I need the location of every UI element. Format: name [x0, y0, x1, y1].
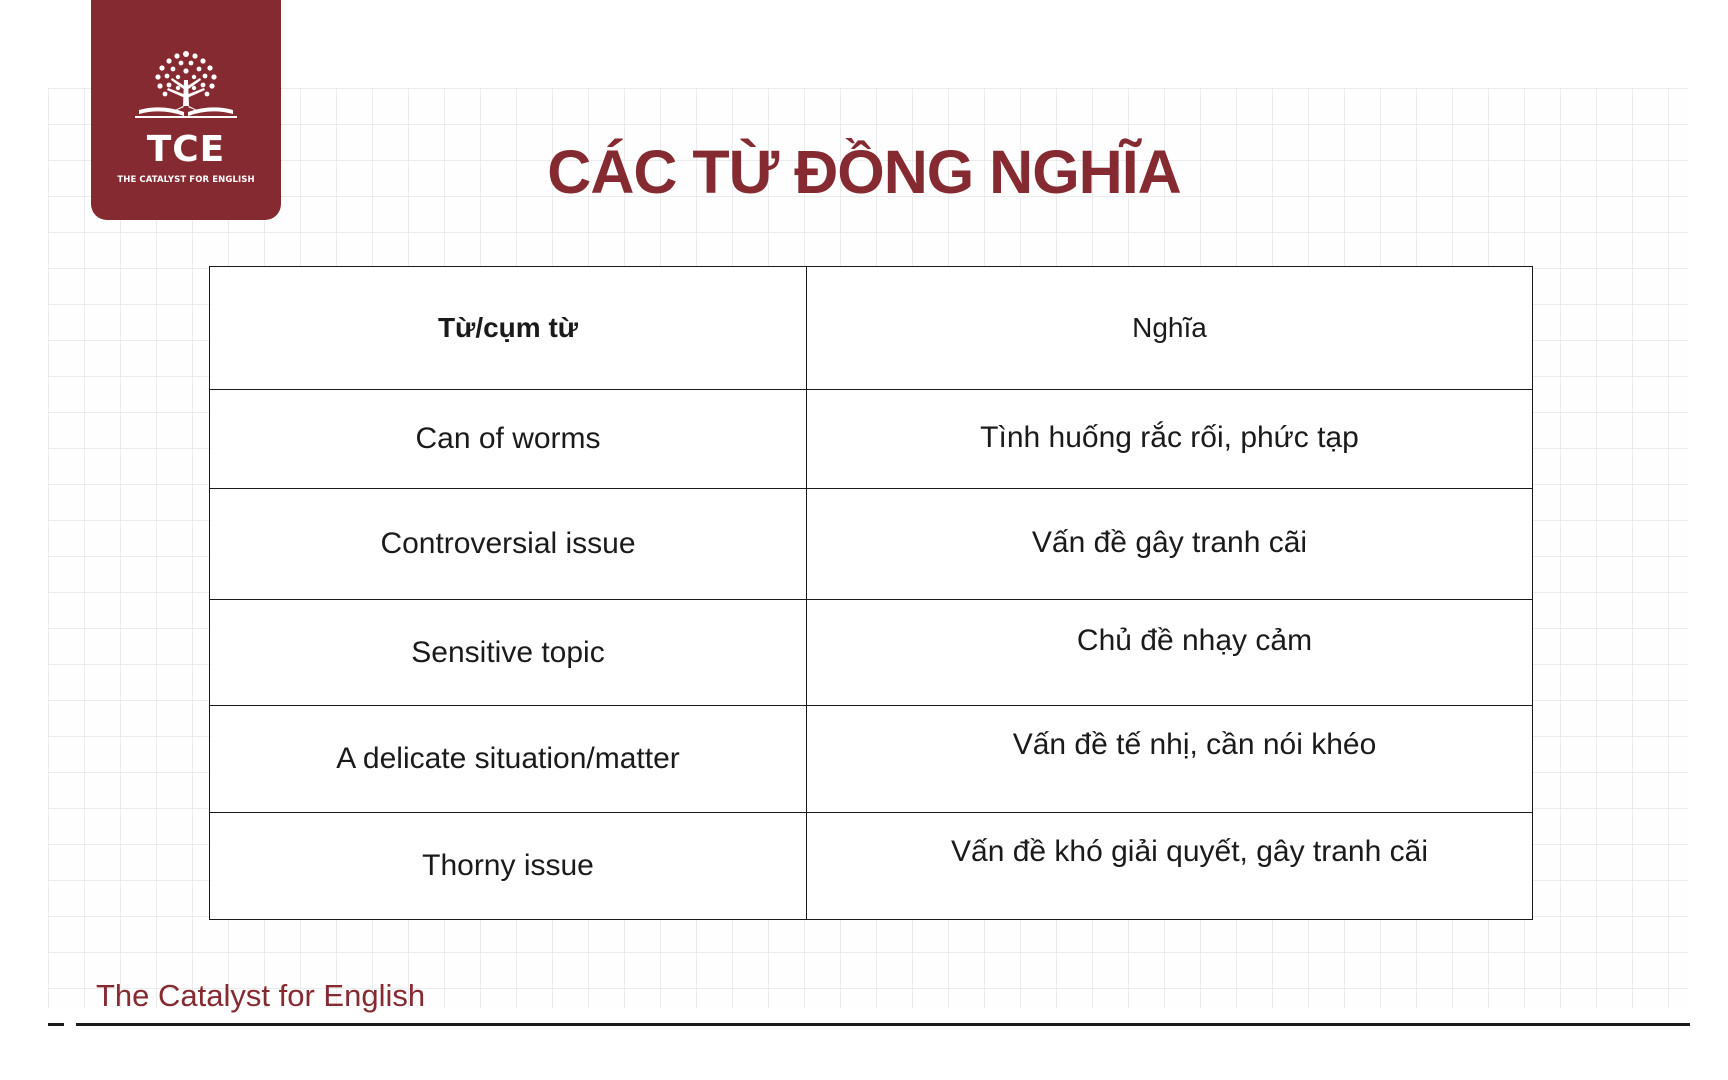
- meaning-cell: [807, 600, 1533, 706]
- term-cell: Can of worms: [210, 390, 807, 489]
- table-row: [210, 390, 1533, 489]
- footer-brand-text: The Catalyst for English: [96, 978, 426, 1013]
- table-header-row: [210, 267, 1533, 390]
- meaning-cell: [807, 390, 1533, 489]
- meaning-text: Tình huống rắc rối, phức tạp: [980, 421, 1359, 454]
- column-header-term: Từ/cụm từ: [210, 267, 807, 390]
- meaning-text: Vấn đề khó giải quyết, gây tranh cãi: [951, 835, 1428, 868]
- meaning-text: Vấn đề gây tranh cãi: [1031, 526, 1308, 559]
- logo-acronym: TCE: [146, 129, 226, 170]
- meaning-cell: [807, 706, 1533, 813]
- table-row: [210, 706, 1533, 813]
- footer-divider-short: [48, 1023, 64, 1026]
- page-title: CÁC TỪ ĐỒNG NGHĨA: [547, 138, 1181, 206]
- table-row: [210, 600, 1533, 706]
- term-cell: Sensitive topic: [210, 600, 807, 706]
- table-row: [210, 489, 1533, 600]
- column-header-meaning: Nghĩa: [807, 267, 1533, 390]
- meaning-cell: [807, 813, 1533, 920]
- meaning-text: Chủ đề nhạy cảm: [1076, 624, 1313, 657]
- meaning-cell: [807, 489, 1533, 600]
- meaning-text: Vấn đề tế nhị, cần nói khéo: [1012, 728, 1377, 761]
- term-cell: Controversial issue: [210, 489, 807, 600]
- table-row: [210, 813, 1533, 920]
- synonyms-table: [209, 266, 1533, 920]
- term-cell: Thorny issue: [210, 813, 807, 920]
- footer-divider: [76, 1023, 1690, 1026]
- logo-tagline: THE CATALYST FOR ENGLISH: [117, 175, 255, 185]
- brand-logo: [91, 0, 281, 220]
- tree-on-open-book-icon: [131, 46, 241, 130]
- term-cell: A delicate situation/matter: [210, 706, 807, 813]
